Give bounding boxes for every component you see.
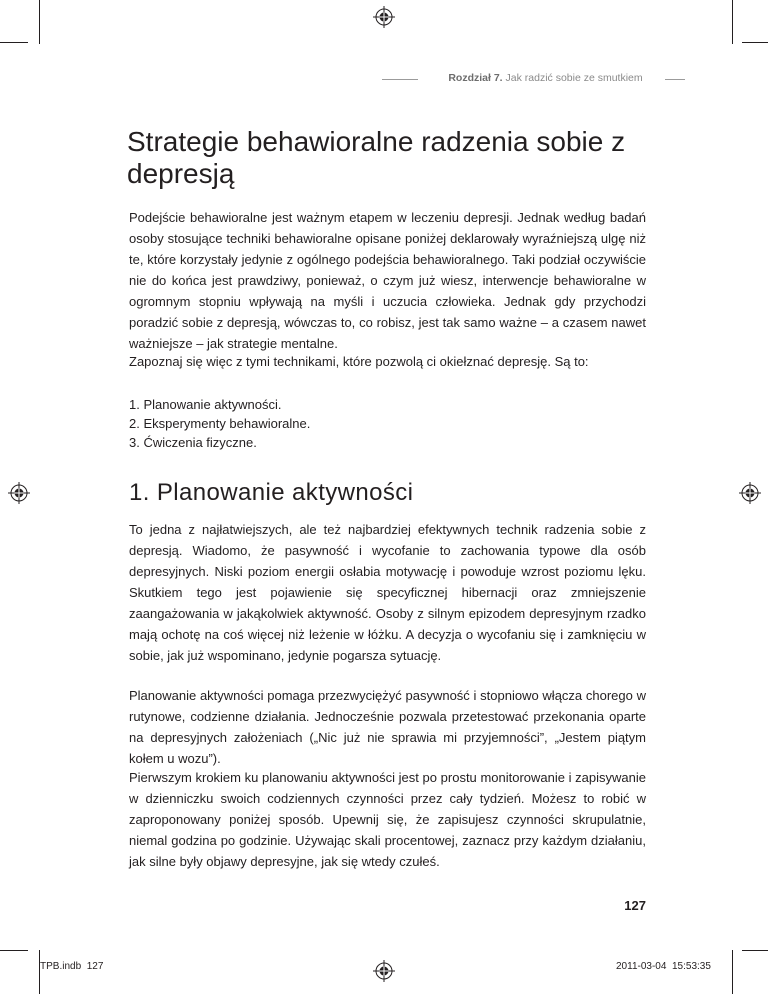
subsection-title: 1. Planowanie aktywności: [129, 479, 414, 506]
running-header-text: [434, 72, 657, 84]
crop-mark-bottom-right-horizontal: [742, 950, 768, 951]
slug-filename: TPB.indb: [40, 961, 82, 972]
registration-mark-top-icon: [373, 6, 395, 28]
crop-mark-top-left-horizontal: [0, 42, 28, 43]
list-item: 2. Eksperymenty behawioralne.: [129, 416, 311, 431]
list-item: 1. Planowanie aktywności.: [129, 397, 282, 412]
crop-mark-bottom-left-horizontal: [0, 950, 28, 951]
activity-paragraph-2: Planowanie aktywności pomaga przezwyciężyć pasywność i stopniowo włącza chorego w rutynowe, codzienne działania. Jednocześnie pozwala przetestować przekonania oparte na depresyjnych założeniach („Nic już nie sprawia mi przyjemności”, „Jestem piątym kołem u wozu”).: [129, 688, 646, 766]
techniques-list: [129, 395, 646, 452]
running-header: [382, 72, 684, 86]
crop-mark-top-right-horizontal: [742, 42, 768, 43]
activity-paragraph-3: Pierwszym krokiem ku planowaniu aktywności jest po prostu monitorowanie i zapisywanie w dzienniczku swoich codziennych czynności przez cały tydzień. Możesz to robić w zaproponowany poniżej sposób. Upewnij się, że zapisujesz czynności skrupulatnie, niemal godzina po godzinie. Używając skali procentowej, zaznacz przy każdym działaniu, jak silne były objawy depresyjne, jak się wtedy czułeś.: [129, 770, 646, 869]
slug-timestamp: [616, 961, 711, 972]
registration-mark-bottom-icon: [373, 960, 395, 982]
slug-page: 127: [86, 961, 104, 972]
registration-mark-right-icon: [739, 482, 761, 504]
chapter-title: Jak radzić sobie ze smutkiem: [505, 72, 643, 84]
section-title: Strategie behawioralne radzenia sobie z depresją: [127, 126, 626, 189]
slug-file: [40, 961, 103, 972]
crop-mark-bottom-left-vertical: [39, 950, 40, 994]
crop-mark-top-left-vertical: [39, 0, 40, 44]
crop-mark-bottom-right-vertical: [732, 950, 733, 994]
header-rule-right: [665, 79, 685, 80]
slug-time: 15:53:35: [671, 961, 711, 972]
list-item: 3. Ćwiczenia fizyczne.: [129, 435, 257, 450]
activity-paragraph-1: To jedna z najłatwiejszych, ale też najbardziej efektywnych technik radzenia sobie z depresją. Wiadomo, że pasywność i wycofanie to zachowania typowe dla osób depresyjnych. Niski poziom energii osłabia motywację i powoduje wzrost poziomu lęku. Skutkiem tego jest pojawienie się specyficznej hibernacji oraz zmniejszenie zaangażowania w jakąkolwiek aktywność. Osoby z silnym epizodem depresyjnym rzadko mają ochotę na coś więcej niż leżenie w łóżku. A decyzja o wycofaniu się i zamknięciu w sobie, jak już wspominano, jedynie pogarsza sytuację.: [129, 522, 646, 663]
slug-date: 2011-03-04: [616, 961, 667, 972]
registration-mark-left-icon: [8, 482, 30, 504]
techniques-intro: Zapoznaj się więc z tymi technikami, które pozwolą ci okiełznać depresję. Są to:: [129, 354, 589, 369]
crop-mark-top-right-vertical: [732, 0, 733, 44]
intro-paragraph: Podejście behawioralne jest ważnym etapem w leczeniu depresji. Jednak według badań osoby stosujące techniki behawioralne opisane poniżej deklarowały wyraźniejszą ulgę niż te, które korzystały jedynie z ogólnego podejścia behawioralnego. Taki podział oczywiście nie do końca jest prawdziwy, ponieważ, o czym już wiesz, interwencje behawioralne w ogromnym stopniu wpływają na myśli i uczucia człowieka. Jednak gdy przychodzi poradzić sobie z depresją, wówczas to, co robisz, jest tak samo ważne – a czasem nawet ważniejsze – jak strategie mentalne.: [129, 210, 646, 351]
page-number: 127: [624, 898, 646, 913]
chapter-number: Rozdział 7.: [448, 72, 503, 84]
header-rule-left: [382, 79, 418, 80]
